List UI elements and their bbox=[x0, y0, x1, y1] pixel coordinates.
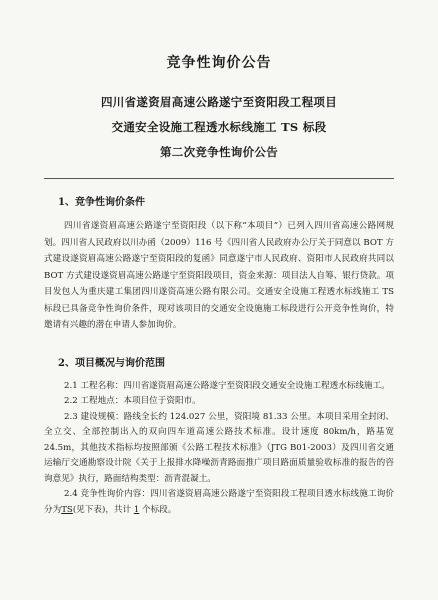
item-2-3-text: 路线全长约 124.027 公里，资阳境 81.33 公里。本项目采用全封闭、全立交、全部控制出入的双向四车道高速公路技术标准。设计速度 80km/h，路基宽 24.5m，其他技术指标均按照部颁《公路工程技术标准》（JTG B01-2003）及四川省交通运输厅交通勘察设计院《关于上报排水降噪沥青路面推广项目路面质量验收标准的报告的咨询意见》执行，路面结构类型：沥青混凝土。 bbox=[44, 411, 394, 484]
section-1-paragraph: 四川省遂资眉高速公路遂宁至资阳段（以下称“本项目”）已列入四川省高速公路网规划。四川省人民政府以川办函（2009）116 号《四川省人民政府办公厅关于同意以 BOT 方式建设遂资眉高速公路遂宁至资阳段的复函》同意遂宁市人民政府、资阳市人民政府共同以 BOT 方式建设遂资眉高速公路遂宁至资阳段项目，资金来源：项目法人自筹、银行贷款。项目发包人为重庆建工集团四川遂资高速公路有限公司。交通安全设施工程透水标线施工 TS 标段已具备竞争性询价条件，现对该项目的交通安全设施施工标段进行公开竞争性询价，特邀请有兴趣的潜在申请人参加询价。 bbox=[44, 221, 394, 330]
item-2-1-text: 四川省遂资眉高速公路遂宁至资阳段交通安全设施工程透水标线施工。 bbox=[123, 380, 390, 391]
section-title: 交通安全设施工程透水标线施工 TS 标段 bbox=[111, 120, 327, 134]
item-2-1 bbox=[44, 379, 394, 395]
item-2-1-label: 2.1 工程名称： bbox=[64, 380, 124, 391]
project-title: 四川省遂资眉高速公路遂宁至资阳段工程项目 bbox=[101, 95, 337, 109]
section-2-heading: 2、项目概况与询价范围 bbox=[58, 357, 165, 369]
document-title: 竞争性询价公告 bbox=[166, 55, 272, 71]
item-2-4 bbox=[44, 487, 394, 518]
item-2-3-label: 2.3 建设规模： bbox=[64, 411, 124, 422]
item-2-2 bbox=[44, 394, 394, 410]
title-divider bbox=[44, 178, 394, 179]
item-2-4-count: 1 bbox=[133, 504, 140, 515]
item-2-2-text: 本项目位于资阳市。 bbox=[123, 396, 201, 406]
item-2-2-label: 2.2 工程地点： bbox=[64, 396, 124, 406]
item-2-4-after: 个标段。 bbox=[142, 504, 177, 515]
item-2-3 bbox=[44, 410, 394, 488]
item-2-4-middle: (见下表)，共计 bbox=[72, 504, 132, 515]
item-2-4-section-code: TS bbox=[61, 504, 73, 515]
item-2-4-before: 2.4 竞争性询价内容：四川省遂资眉高速公路遂宁至资阳段工程项目透水标线施工询价分为 bbox=[44, 489, 394, 515]
round-title: 第二次竞争性询价公告 bbox=[160, 145, 278, 159]
section-1-heading: 1、竞争性询价条件 bbox=[58, 197, 145, 208]
